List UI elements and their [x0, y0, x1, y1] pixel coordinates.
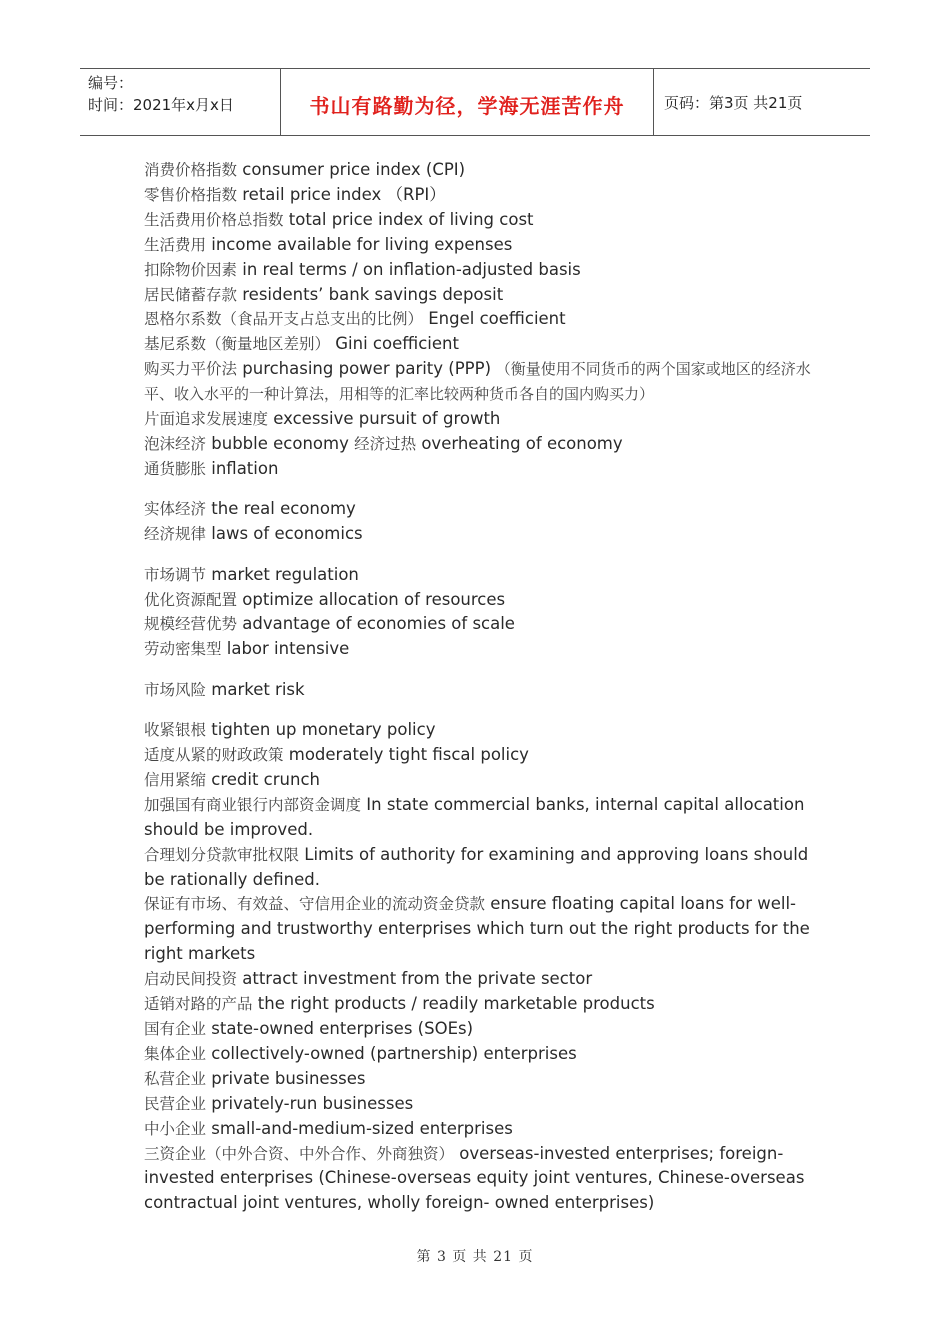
glossary-entry	[144, 1092, 814, 1117]
glossary-entry	[144, 1067, 814, 1092]
glossary-entry	[144, 892, 814, 967]
english-term: credit crunch	[206, 769, 320, 789]
glossary-entry	[144, 793, 814, 843]
english-term: residents’ bank savings deposit	[237, 284, 504, 304]
chinese-term: 三资企业（中外合资、中外合作、外商独资）	[144, 1144, 455, 1163]
glossary-entry	[144, 258, 814, 283]
document-number-label: 编号：	[88, 74, 134, 92]
english-term: state-owned enterprises (SOEs)	[206, 1019, 474, 1038]
chinese-term: 优化资源配置	[144, 590, 238, 609]
chinese-term: 实体经济	[144, 500, 207, 519]
glossary-entry	[144, 678, 814, 703]
section-gap	[144, 482, 814, 498]
glossary-entry	[144, 233, 814, 258]
chinese-term: 合理划分贷款审批权限	[144, 845, 300, 864]
chinese-term: 消费价格指数	[144, 161, 238, 179]
glossary-entry	[144, 743, 814, 768]
chinese-term: 加强国有商业银行内部资金调度	[144, 795, 362, 814]
english-term: market risk	[206, 679, 305, 699]
chinese-term: 信用紧缩	[144, 770, 207, 789]
glossary-entry	[144, 1042, 814, 1067]
chinese-term: 国有企业	[144, 1020, 207, 1038]
chinese-term: 扣除物价因素	[144, 260, 238, 279]
chinese-term: 保证有市场、有效益、守信用企业的流动资金贷款	[144, 895, 486, 914]
glossary-entry	[144, 612, 814, 637]
chinese-term: 泡沫经济	[144, 434, 207, 453]
english-term: advantage of economies of scale	[237, 614, 515, 634]
english-term: purchasing power parity (PPP)	[237, 359, 492, 379]
chinese-term: 适度从紧的财政政策	[144, 746, 284, 765]
english-term: attract investment from the private sector	[237, 969, 593, 989]
glossary-entry	[144, 283, 814, 308]
glossary-entry	[144, 432, 814, 457]
glossary-entry	[144, 357, 814, 407]
chinese-term: 经济规律	[144, 525, 207, 544]
chinese-term: 民营企业	[144, 1094, 207, 1113]
chinese-term: 集体企业	[144, 1044, 207, 1063]
glossary-entry	[144, 307, 814, 332]
section-gap	[144, 547, 814, 563]
chinese-note: （衡量使用不同货币的两个国家或地区的经济水平、收入水平的一种计算法，用相等的汇率比较两种货币各自的国内购买力）	[144, 360, 811, 404]
chinese-term: 通货膨胀	[144, 459, 207, 478]
english-term: Engel coefficient	[423, 309, 566, 329]
english-term: consumer price index (CPI)	[237, 160, 466, 179]
glossary-entry	[144, 1017, 814, 1042]
chinese-term: 收紧银根	[144, 721, 207, 740]
english-term: bubble economy	[206, 433, 355, 453]
english-term: tighten up monetary policy	[206, 720, 436, 740]
english-term: private businesses	[206, 1068, 366, 1088]
section-gap	[144, 662, 814, 678]
english-term: excessive pursuit of growth	[268, 409, 501, 429]
glossary-entry	[144, 718, 814, 743]
header-page-info: 页码：第3页 共21页	[664, 93, 803, 112]
chinese-term-secondary: 经济过热	[354, 434, 417, 453]
english-term: the right products / readily marketable products	[252, 994, 655, 1014]
english-term: optimize allocation of resources	[237, 589, 506, 609]
page-footer: 第 3 页 共 21 页	[416, 1249, 534, 1265]
english-term: laws of economics	[206, 524, 363, 544]
chinese-term: 市场调节	[144, 565, 207, 584]
english-term: income available for living expenses	[206, 234, 513, 254]
chinese-term: 恩格尔系数（食品开支占总支出的比例）	[144, 310, 424, 329]
glossary-body	[144, 158, 814, 1216]
chinese-term: 生活费用价格总指数	[144, 210, 284, 229]
glossary-entry	[144, 768, 814, 793]
chinese-term: 基尼系数（衡量地区差别）	[144, 335, 331, 354]
glossary-entry	[144, 407, 814, 432]
english-term: retail price index （RPI）	[237, 184, 446, 204]
english-term: small-and-medium-sized enterprises	[206, 1118, 513, 1138]
glossary-entry	[144, 332, 814, 357]
chinese-term: 居民储蓄存款	[144, 285, 238, 304]
page-header	[80, 68, 870, 136]
english-term-secondary: overheating of economy	[416, 433, 623, 453]
chinese-term: 市场风险	[144, 680, 207, 699]
chinese-term: 购买力平价法	[144, 360, 238, 379]
english-term: total price index of living cost	[283, 209, 534, 229]
glossary-entry	[144, 588, 814, 613]
chinese-term: 适销对路的产品	[144, 995, 253, 1014]
document-date-label: 时间：2021年x月x日	[88, 96, 234, 114]
chinese-term: 生活费用	[144, 235, 207, 254]
glossary-entry	[144, 183, 814, 208]
section-gap	[144, 703, 814, 719]
glossary-entry	[144, 208, 814, 233]
english-term: In state commercial banks, internal capital allocation should be improved.	[144, 794, 805, 839]
english-term: market regulation	[206, 564, 359, 584]
chinese-term: 规模经营优势	[144, 615, 238, 634]
english-term: collectively-owned (partnership) enterprises	[206, 1043, 577, 1063]
chinese-term: 零售价格指数	[144, 185, 238, 204]
english-term: the real economy	[206, 499, 356, 519]
glossary-entry	[144, 457, 814, 482]
english-term: Gini coefficient	[330, 334, 459, 354]
english-term: moderately tight fiscal policy	[283, 745, 529, 765]
english-term: privately-run businesses	[206, 1093, 414, 1113]
english-term: overseas-invested enterprises; foreign-invested enterprises (Chinese-overseas equity joint ventures, Chinese-overseas contractual joint ventures, wholly foreign- owned enterprises)	[144, 1143, 805, 1213]
chinese-term: 中小企业	[144, 1119, 207, 1138]
english-term: Limits of authority for examining and approving loans should be rationally defined.	[144, 844, 809, 889]
english-term: in real terms / on inflation-adjusted basis	[237, 259, 581, 279]
english-term: inflation	[206, 458, 279, 478]
chinese-term: 私营企业	[144, 1069, 207, 1088]
chinese-term: 劳动密集型	[144, 640, 222, 659]
glossary-entry	[144, 563, 814, 588]
english-term: ensure floating capital loans for well-performing and trustworthy enterprises which turn out the right products for the right markets	[144, 894, 810, 964]
chinese-term: 启动民间投资	[144, 970, 238, 989]
glossary-entry	[144, 497, 814, 522]
glossary-entry	[144, 1117, 814, 1142]
glossary-entry	[144, 158, 814, 183]
glossary-entry	[144, 992, 814, 1017]
glossary-entry	[144, 967, 814, 992]
glossary-entry	[144, 843, 814, 893]
chinese-term: 片面追求发展速度	[144, 410, 269, 429]
english-term: labor intensive	[221, 639, 350, 659]
header-meta-cell	[80, 69, 281, 135]
glossary-entry	[144, 1142, 814, 1217]
glossary-entry	[144, 637, 814, 662]
header-motto: 书山有路勤为径，学海无涯苦作舟	[281, 69, 654, 135]
glossary-entry	[144, 522, 814, 547]
